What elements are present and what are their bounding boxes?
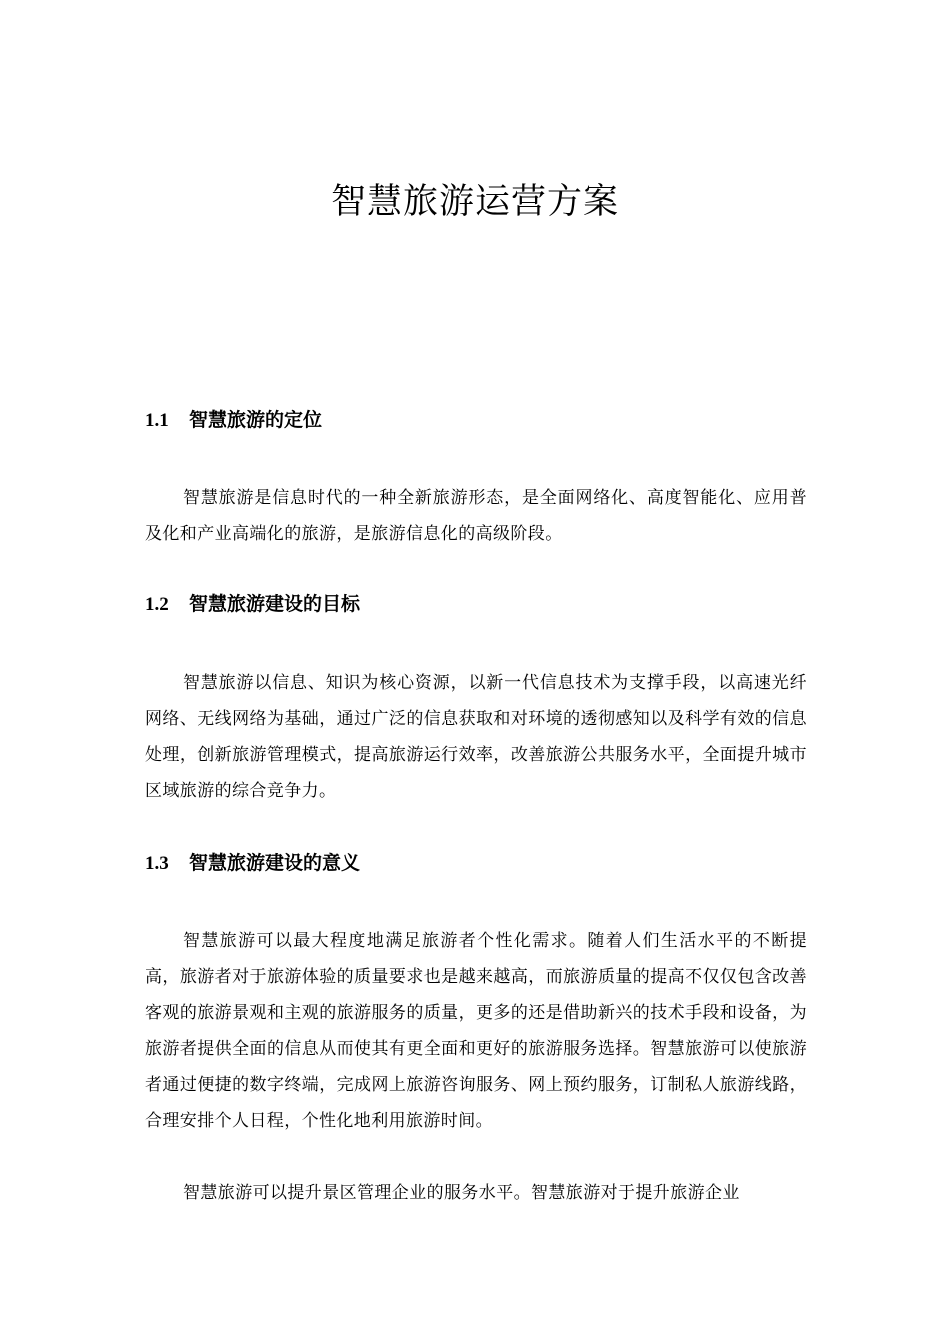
section-heading-1-3 <box>145 849 815 878</box>
section-title: 智慧旅游建设的目标 <box>189 593 361 615</box>
section-title: 智慧旅游建设的意义 <box>189 852 361 874</box>
section-title: 智慧旅游的定位 <box>189 409 323 431</box>
section-number: 1.3 <box>145 853 169 874</box>
paragraph: 智慧旅游可以提升景区管理企业的服务水平。智慧旅游对于提升旅游企业 <box>183 1183 740 1203</box>
paragraph: 智慧旅游可以最大程度地满足旅游者个性化需求。随着人们生活水平的不断提高，旅游者对于旅游体验的质量要求也是越来越高，而旅游质量的提高不仅仅包含改善客观的旅游景观和主观的旅游服务的质量，更多的还是借助新兴的技术手段和设备，为旅游者提供全面的信息从而使其有更全面和更好的旅游服务选择。智慧旅游可以使旅游者通过便捷的数字终端，完成网上旅游咨询服务、网上预约服务，订制私人旅游线路，合理安排个人日程，个性化地利用旅游时间。 <box>145 931 807 1131</box>
paragraph: 智慧旅游是信息时代的一种全新旅游形态，是全面网络化、高度智能化、应用普及化和产业高端化的旅游，是旅游信息化的高级阶段。 <box>145 488 807 544</box>
section-number: 1.1 <box>145 410 169 431</box>
section-number: 1.2 <box>145 594 169 615</box>
document-title: 智慧旅游运营方案 <box>330 182 619 222</box>
section-heading-1-2 <box>145 590 815 619</box>
section-heading-1-1 <box>145 406 815 435</box>
paragraph: 智慧旅游以信息、知识为核心资源，以新一代信息技术为支撑手段，以高速光纤网络、无线网络为基础，通过广泛的信息获取和对环境的透彻感知以及科学有效的信息处理，创新旅游管理模式，提高旅游运行效率，改善旅游公共服务水平，全面提升城市区域旅游的综合竞争力。 <box>145 673 807 801</box>
